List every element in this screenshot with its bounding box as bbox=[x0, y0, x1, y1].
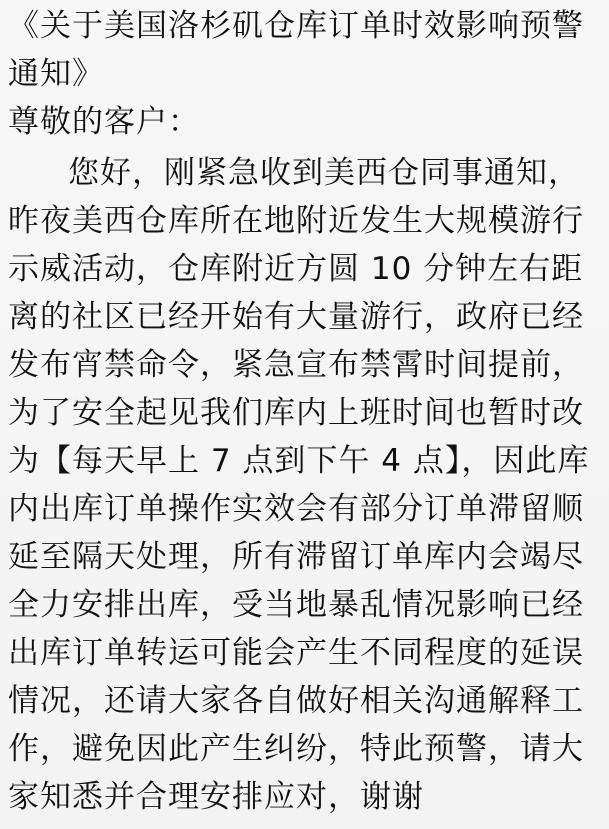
body-line-4: 离的社区已经开始有大量游行，政府已经 bbox=[8, 299, 584, 335]
salutation: 尊敬的客户： bbox=[8, 104, 200, 140]
notice-title-line-1: 《关于美国洛杉矶仓库订单时效影响预警 bbox=[8, 8, 584, 44]
body-line-14: 家知悉并合理安排应对，谢谢 bbox=[8, 779, 424, 815]
body-line-5: 发布宵禁命令，紧急宣布禁霄时间提前， bbox=[8, 347, 584, 383]
body-line-6: 为了安全起见我们库内上班时间也暂时改 bbox=[8, 395, 584, 431]
body-line-10: 全力安排出库，受当地暴乱情况影响已经 bbox=[8, 587, 584, 623]
body-line-1: 您好，刚紧急收到美西仓同事通知， bbox=[68, 155, 580, 191]
notice-title-line-2: 通知》 bbox=[8, 56, 104, 92]
body-line-3: 示威活动，仓库附近方圆 10 分钟左右距 bbox=[8, 251, 584, 287]
body-line-8: 内出库订单操作实效会有部分订单滞留顺 bbox=[8, 491, 584, 527]
body-line-11: 出库订单转运可能会产生不同程度的延误 bbox=[8, 635, 584, 671]
body-line-9: 延至隔天处理，所有滞留订单库内会竭尽 bbox=[8, 539, 584, 575]
body-line-2: 昨夜美西仓库所在地附近发生大规模游行 bbox=[8, 203, 584, 239]
body-line-12: 情况，还请大家各自做好相关沟通解释工 bbox=[8, 683, 584, 719]
body-line-13: 作，避免因此产生纠纷，特此预警，请大 bbox=[8, 731, 584, 767]
body-line-7: 为【每天早上 7 点到下午 4 点】，因此库 bbox=[8, 443, 590, 479]
